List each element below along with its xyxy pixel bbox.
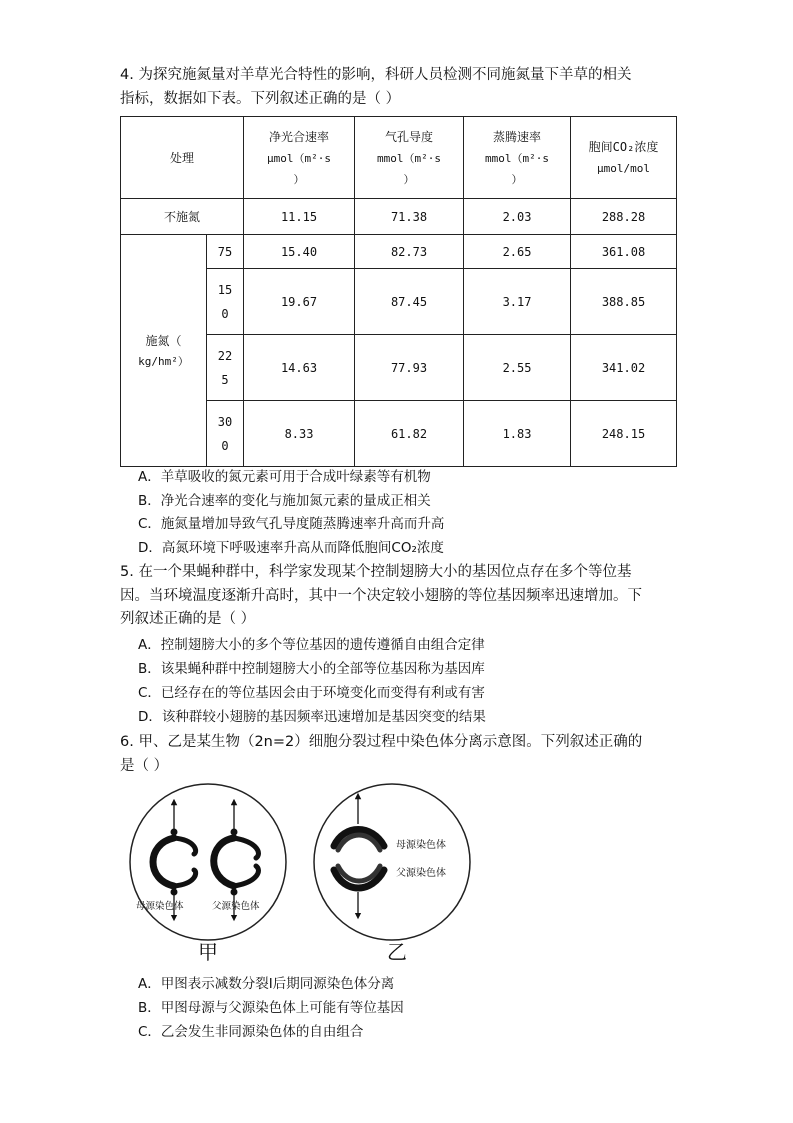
table-cell: 2.65 (464, 235, 571, 269)
centromere (231, 889, 238, 896)
centromere (171, 829, 178, 836)
header-unit: μmol/mol (597, 162, 650, 175)
nitrogen-level (207, 269, 244, 335)
header-unit: μmol（m²·s (267, 151, 331, 165)
table-cell: 87.45 (355, 269, 464, 335)
q4-stem-line2: 指标，数据如下表。下列叙述正确的是（ ） (120, 91, 401, 107)
table-cell: 288.28 (571, 199, 677, 235)
table-cell: 15.40 (244, 235, 355, 269)
chromosome (234, 838, 258, 858)
centromere (231, 829, 238, 836)
q4-option-a: A．羊草吸收的氮元素可用于合成叶绿素等有机物 (138, 469, 431, 485)
control-label: 不施氮 (121, 199, 244, 235)
figure-yi (310, 780, 474, 944)
table-cell: 248.15 (571, 401, 677, 467)
q5-option-b: B．该果蝇种群中控制翅膀大小的全部等位基因称为基因库 (138, 661, 485, 677)
q5-stem-line1: 5. 在一个果蝇种群中，科学家发现某个控制翅膀大小的基因位点存在多个等位基 (120, 564, 632, 580)
table-cell: 61.82 (355, 401, 464, 467)
level-text: 22 (217, 348, 233, 363)
table-cell: 1.83 (464, 401, 571, 467)
yi-maternal-label: 母源染色体 (396, 840, 446, 851)
header-unit-close: ） (403, 172, 415, 186)
figure-jia-drawing (126, 780, 290, 944)
header-title: 蒸腾速率 (493, 129, 542, 144)
header-title: 气孔导度 (385, 129, 434, 144)
header-intercellular-co2 (571, 117, 677, 199)
level-text: 30 (217, 414, 233, 429)
figure-jia-label: 甲 (198, 940, 218, 964)
table-cell: 2.55 (464, 335, 571, 401)
table-cell: 341.02 (571, 335, 677, 401)
table-cell: 19.67 (244, 269, 355, 335)
header-unit-close: ） (293, 172, 305, 186)
level-text: 5 (221, 372, 229, 387)
q4-option-c: C．施氮量增加导致气孔导度随蒸腾速率升高而升高 (138, 516, 445, 532)
q5-option-a: A．控制翅膀大小的多个等位基因的遗传遵循自由组合定律 (138, 637, 485, 653)
level-text: 0 (221, 438, 229, 453)
header-net-photosynthesis (244, 117, 355, 199)
q6-option-b: B．甲图母源与父源染色体上可能有等位基因 (138, 1000, 404, 1016)
figure-jia (126, 780, 290, 944)
header-title: 净光合速率 (269, 129, 330, 144)
q6-stem-line2: 是（ ） (120, 758, 169, 774)
jia-paternal-label: 父源染色体 (212, 901, 260, 912)
table-cell: 11.15 (244, 199, 355, 235)
q4-option-d: D．高氮环境下呼吸速率升高从而降低胞间CO₂浓度 (138, 540, 444, 556)
level-text: 0 (221, 306, 229, 321)
nitrogen-unit: kg/hm²） (138, 355, 189, 368)
table-cell: 82.73 (355, 235, 464, 269)
table-cell: 3.17 (464, 269, 571, 335)
header-unit: mmol（m²·s (485, 151, 549, 165)
q5-stem-line2: 因。当环境温度逐渐升高时，其中一个决定较小翅膀的等位基因频率迅速增加。下 (120, 588, 642, 604)
jia-maternal-label: 母源染色体 (136, 901, 184, 912)
nitrogen-level (207, 401, 244, 467)
chromosome (214, 838, 234, 886)
table-cell: 361.08 (571, 235, 677, 269)
cell-membrane (314, 784, 470, 940)
centromere (171, 889, 178, 896)
level-text: 15 (217, 282, 233, 297)
nitrogen-level (207, 335, 244, 401)
chromosome (174, 870, 196, 886)
header-unit: mmol（m²·s (377, 151, 441, 165)
q6-option-a: A．甲图表示减数分裂Ⅰ后期同源染色体分离 (138, 976, 395, 992)
figure-yi-label: 乙 (387, 940, 407, 964)
q4-data-table (120, 116, 677, 467)
header-transpiration-rate (464, 117, 571, 199)
chromosome (234, 866, 258, 886)
table-cell: 2.03 (464, 199, 571, 235)
q4-option-b: B．净光合速率的变化与施加氮元素的量成正相关 (138, 493, 431, 509)
yi-paternal-label: 父源染色体 (396, 868, 446, 879)
table-cell: 77.93 (355, 335, 464, 401)
header-unit-close: ） (511, 172, 523, 186)
table-cell: 8.33 (244, 401, 355, 467)
q6-option-c: C．乙会发生非同源染色体的自由组合 (138, 1024, 364, 1040)
level-text: 75 (217, 244, 233, 259)
nitrogen-level (207, 235, 244, 269)
figure-yi-drawing (310, 780, 474, 944)
q5-option-c: C．已经存在的等位基因会由于环境变化而变得有利或有害 (138, 685, 485, 701)
table-row (121, 235, 677, 269)
header-stomatal-conductance (355, 117, 464, 199)
table-cell: 388.85 (571, 269, 677, 335)
chromosome (174, 838, 196, 854)
table-cell: 71.38 (355, 199, 464, 235)
table-cell: 14.63 (244, 335, 355, 401)
q4-stem-line1: 4. 为探究施氮量对羊草光合特性的影响，科研人员检测不同施氮量下羊草的相关 (120, 67, 632, 83)
q5-option-d: D．该种群较小翅膀的基因频率迅速增加是基因突变的结果 (138, 709, 486, 725)
header-treatment: 处理 (121, 117, 244, 199)
q6-stem-line1: 6. 甲、乙是某生物（2n=2）细胞分裂过程中染色体分离示意图。下列叙述正确的 (120, 734, 643, 750)
header-title: 胞间CO₂浓度 (588, 140, 659, 154)
table-row-control (121, 199, 677, 235)
nitrogen-group-label (121, 235, 207, 467)
q5-stem-line3: 列叙述正确的是（ ） (120, 611, 256, 627)
chromosome (153, 838, 174, 886)
table-header-row (121, 117, 677, 199)
nitrogen-label: 施氮（ (145, 334, 182, 348)
